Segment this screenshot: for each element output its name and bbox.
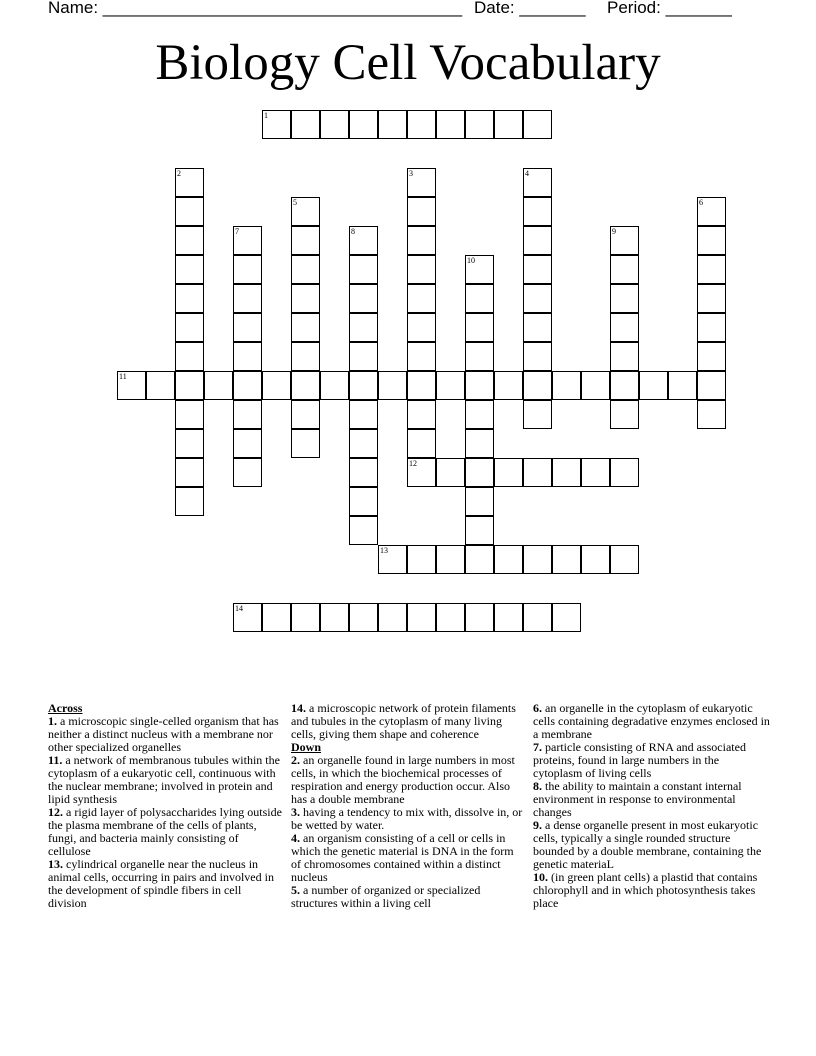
crossword-cell[interactable] bbox=[610, 255, 639, 284]
clue-text: particle consisting of RNA and associated proteins, found in large numbers in the cytoplasm of living cells bbox=[533, 740, 746, 780]
clue-number: 6. bbox=[533, 701, 542, 715]
clue-text: a microscopic single-celled organism that has neither a distinct nucleus with a membrane nor other specialized organelles bbox=[48, 714, 279, 754]
crossword-cell[interactable] bbox=[465, 603, 494, 632]
crossword-cell[interactable] bbox=[320, 603, 349, 632]
crossword-cell[interactable] bbox=[291, 342, 320, 371]
clue-number: 7. bbox=[533, 740, 542, 754]
clue-number: 8. bbox=[533, 779, 542, 793]
crossword-cell[interactable] bbox=[117, 371, 146, 400]
crossword-cell[interactable] bbox=[407, 255, 436, 284]
crossword-cell[interactable] bbox=[175, 487, 204, 516]
clue-down-10 bbox=[533, 871, 771, 910]
crossword-cell[interactable] bbox=[697, 400, 726, 429]
crossword-cell[interactable] bbox=[233, 284, 262, 313]
cell-clue-number: 2 bbox=[177, 169, 181, 178]
crossword-cell[interactable] bbox=[233, 371, 262, 400]
crossword-cell[interactable] bbox=[349, 516, 378, 545]
crossword-cell[interactable] bbox=[523, 458, 552, 487]
clue-number: 11. bbox=[48, 753, 63, 767]
clue-down-9 bbox=[533, 819, 771, 871]
crossword-cell[interactable] bbox=[697, 255, 726, 284]
crossword-cell[interactable] bbox=[494, 545, 523, 574]
crossword-cell[interactable] bbox=[291, 400, 320, 429]
crossword-cell[interactable] bbox=[610, 400, 639, 429]
clue-across-1 bbox=[48, 715, 282, 754]
clue-text: a number of organized or specialized structures within a living cell bbox=[291, 883, 481, 910]
crossword-cell[interactable] bbox=[610, 226, 639, 255]
crossword-cell[interactable] bbox=[407, 313, 436, 342]
clue-number: 12. bbox=[48, 805, 63, 819]
clue-across-12 bbox=[48, 806, 282, 858]
crossword-cell[interactable] bbox=[407, 168, 436, 197]
crossword-cell[interactable] bbox=[378, 603, 407, 632]
crossword-cell[interactable] bbox=[204, 371, 233, 400]
crossword-cell[interactable] bbox=[291, 371, 320, 400]
cell-clue-number: 11 bbox=[119, 372, 127, 381]
cell-clue-number: 10 bbox=[467, 256, 475, 265]
crossword-cell[interactable] bbox=[349, 284, 378, 313]
clue-text: a rigid layer of polysaccharides lying outside the plasma membrane of the cells of plants, fungi, and bacteria mainly consisting of cellulose bbox=[48, 805, 282, 858]
crossword-cell[interactable] bbox=[552, 371, 581, 400]
clue-down-3 bbox=[291, 806, 525, 832]
crossword-cell[interactable] bbox=[291, 110, 320, 139]
crossword-cell[interactable] bbox=[175, 458, 204, 487]
crossword-cell[interactable] bbox=[465, 342, 494, 371]
crossword-cell[interactable] bbox=[233, 255, 262, 284]
crossword-cell[interactable] bbox=[494, 458, 523, 487]
crossword-cell[interactable] bbox=[291, 313, 320, 342]
crossword-cell[interactable] bbox=[349, 400, 378, 429]
crossword-cell[interactable] bbox=[262, 110, 291, 139]
crossword-cell[interactable] bbox=[349, 487, 378, 516]
clue-number: 13. bbox=[48, 857, 63, 871]
crossword-cell[interactable] bbox=[523, 400, 552, 429]
crossword-cell[interactable] bbox=[465, 400, 494, 429]
crossword-cell[interactable] bbox=[465, 429, 494, 458]
crossword-cell[interactable] bbox=[175, 371, 204, 400]
crossword-cell[interactable] bbox=[465, 487, 494, 516]
cell-clue-number: 12 bbox=[409, 459, 417, 468]
crossword-cell[interactable] bbox=[465, 255, 494, 284]
clue-text: having a tendency to mix with, dissolve in, or be wetted by water. bbox=[291, 805, 523, 832]
crossword-cell[interactable] bbox=[233, 400, 262, 429]
cell-clue-number: 6 bbox=[699, 198, 703, 207]
crossword-cell[interactable] bbox=[523, 284, 552, 313]
crossword-cell[interactable] bbox=[175, 313, 204, 342]
crossword-cell[interactable] bbox=[465, 458, 494, 487]
crossword-cell[interactable] bbox=[233, 342, 262, 371]
crossword-cell[interactable] bbox=[407, 545, 436, 574]
clue-down-6 bbox=[533, 702, 771, 741]
clue-across-11 bbox=[48, 754, 282, 806]
crossword-cell[interactable] bbox=[146, 371, 175, 400]
name-field[interactable]: Name: ______________________________________ bbox=[48, 0, 463, 17]
clue-text: an organelle found in large numbers in most cells, in which the biochemical processes of respiration and energy production occur. Also has a double membrane bbox=[291, 753, 515, 806]
crossword-cell[interactable] bbox=[610, 458, 639, 487]
clue-text: a network of membranous tubules within the cytoplasm of a eukaryotic cell, continuous with the nuclear membrane; involved in protein and lipid synthesis bbox=[48, 753, 280, 806]
cell-clue-number: 13 bbox=[380, 546, 388, 555]
crossword-cell[interactable] bbox=[697, 226, 726, 255]
clues-column-2 bbox=[291, 702, 525, 910]
crossword-cell[interactable] bbox=[407, 197, 436, 226]
clue-down-5 bbox=[291, 884, 525, 910]
page-title: Biology Cell Vocabulary bbox=[155, 35, 661, 91]
clue-text: a microscopic network of protein filaments and tubules in the cytoplasm of many living cells, giving them shape and coherence bbox=[291, 701, 516, 741]
crossword-cell[interactable] bbox=[581, 545, 610, 574]
cell-clue-number: 1 bbox=[264, 111, 268, 120]
down-heading: Down bbox=[291, 740, 322, 754]
clue-across-14 bbox=[291, 702, 525, 741]
crossword-cell[interactable] bbox=[697, 284, 726, 313]
crossword-cell[interactable] bbox=[407, 603, 436, 632]
crossword-cell[interactable] bbox=[349, 255, 378, 284]
crossword-cell[interactable] bbox=[175, 342, 204, 371]
clue-number: 2. bbox=[291, 753, 300, 767]
across-heading: Across bbox=[48, 701, 83, 715]
crossword-cell[interactable] bbox=[320, 110, 349, 139]
crossword-cell[interactable] bbox=[494, 603, 523, 632]
crossword-cell[interactable] bbox=[581, 371, 610, 400]
clue-down-2 bbox=[291, 754, 525, 806]
crossword-cell[interactable] bbox=[291, 603, 320, 632]
crossword-cell[interactable] bbox=[465, 545, 494, 574]
crossword-cell[interactable] bbox=[436, 110, 465, 139]
crossword-cell[interactable] bbox=[697, 342, 726, 371]
clue-text: (in green plant cells) a plastid that contains chlorophyll and in which photosynthesis takes place bbox=[533, 870, 758, 910]
clue-text: a dense organelle present in most eukaryotic cells, typically a single rounded structure bounded by a double membrane, containing the genetic materiaL bbox=[533, 818, 762, 871]
clue-text: the ability to maintain a constant internal environment in response to environmental changes bbox=[533, 779, 742, 819]
clue-text: an organism consisting of a cell or cells in which the genetic material is DNA in the form of chromosomes contained within a distinct nucleus bbox=[291, 831, 514, 884]
clue-number: 9. bbox=[533, 818, 542, 832]
cell-clue-number: 4 bbox=[525, 169, 529, 178]
crossword-cell[interactable] bbox=[233, 429, 262, 458]
crossword-cell[interactable] bbox=[175, 400, 204, 429]
crossword-cell[interactable] bbox=[407, 429, 436, 458]
clue-number: 5. bbox=[291, 883, 300, 897]
crossword-cell[interactable] bbox=[436, 371, 465, 400]
clue-down-4 bbox=[291, 832, 525, 884]
cell-clue-number: 3 bbox=[409, 169, 413, 178]
crossword-cell[interactable] bbox=[523, 342, 552, 371]
crossword-cell[interactable] bbox=[523, 545, 552, 574]
clue-number: 10. bbox=[533, 870, 548, 884]
crossword-cell[interactable] bbox=[233, 313, 262, 342]
crossword-cell[interactable] bbox=[378, 110, 407, 139]
clue-down-8 bbox=[533, 780, 771, 819]
crossword-cell[interactable] bbox=[523, 603, 552, 632]
crossword-cell[interactable] bbox=[523, 226, 552, 255]
crossword-cell[interactable] bbox=[349, 313, 378, 342]
crossword-cell[interactable] bbox=[407, 284, 436, 313]
clue-across-13 bbox=[48, 858, 282, 910]
crossword-cell[interactable] bbox=[581, 458, 610, 487]
crossword-cell[interactable] bbox=[262, 603, 291, 632]
crossword-cell[interactable] bbox=[291, 255, 320, 284]
crossword-cell[interactable] bbox=[494, 110, 523, 139]
crossword-cell[interactable] bbox=[552, 545, 581, 574]
crossword-cell[interactable] bbox=[610, 545, 639, 574]
clue-down-7 bbox=[533, 741, 771, 780]
crossword-cell[interactable] bbox=[610, 313, 639, 342]
date-field[interactable]: Date: _______ bbox=[474, 0, 586, 17]
clue-number: 3. bbox=[291, 805, 300, 819]
clue-number: 4. bbox=[291, 831, 300, 845]
period-field[interactable]: Period: _______ bbox=[607, 0, 732, 17]
clue-number: 14. bbox=[291, 701, 306, 715]
cell-clue-number: 7 bbox=[235, 227, 239, 236]
crossword-cell[interactable] bbox=[349, 110, 378, 139]
crossword-cell[interactable] bbox=[175, 197, 204, 226]
cell-clue-number: 5 bbox=[293, 198, 297, 207]
cell-clue-number: 14 bbox=[235, 604, 243, 613]
crossword-cell[interactable] bbox=[349, 371, 378, 400]
crossword-cell[interactable] bbox=[407, 226, 436, 255]
crossword-cell[interactable] bbox=[465, 371, 494, 400]
crossword-cell[interactable] bbox=[349, 429, 378, 458]
crossword-cell[interactable] bbox=[494, 371, 523, 400]
crossword-cell[interactable] bbox=[552, 603, 581, 632]
crossword-cell[interactable] bbox=[291, 197, 320, 226]
crossword-cell[interactable] bbox=[523, 371, 552, 400]
crossword-cell[interactable] bbox=[291, 429, 320, 458]
crossword-cell[interactable] bbox=[610, 371, 639, 400]
crossword-cell[interactable] bbox=[639, 371, 668, 400]
crossword-cell[interactable] bbox=[610, 284, 639, 313]
crossword-cell[interactable] bbox=[349, 458, 378, 487]
crossword-cell[interactable] bbox=[523, 313, 552, 342]
crossword-cell[interactable] bbox=[523, 255, 552, 284]
clue-text: an organelle in the cytoplasm of eukaryotic cells containing degradative enzymes enclosed in a membrane bbox=[533, 701, 770, 741]
crossword-cell[interactable] bbox=[175, 226, 204, 255]
crossword-cell[interactable] bbox=[465, 516, 494, 545]
crossword-cell[interactable] bbox=[349, 603, 378, 632]
crossword-cell[interactable] bbox=[610, 342, 639, 371]
crossword-cell[interactable] bbox=[320, 371, 349, 400]
crossword-cell[interactable] bbox=[465, 313, 494, 342]
crossword-cell[interactable] bbox=[407, 342, 436, 371]
crossword-cell[interactable] bbox=[175, 255, 204, 284]
clue-text: cylindrical organelle near the nucleus in animal cells, occurring in pairs and involved in the development of spindle fibers in cell division bbox=[48, 857, 274, 910]
crossword-cell[interactable] bbox=[436, 458, 465, 487]
crossword-cell[interactable] bbox=[552, 458, 581, 487]
crossword-cell[interactable] bbox=[436, 603, 465, 632]
crossword-cell[interactable] bbox=[407, 110, 436, 139]
crossword-cell[interactable] bbox=[378, 545, 407, 574]
crossword-cell[interactable] bbox=[378, 371, 407, 400]
crossword-cell[interactable] bbox=[697, 197, 726, 226]
crossword-cell[interactable] bbox=[436, 545, 465, 574]
crossword-cell[interactable] bbox=[233, 603, 262, 632]
crossword-cell[interactable] bbox=[697, 313, 726, 342]
cell-clue-number: 9 bbox=[612, 227, 616, 236]
crossword-cell[interactable] bbox=[407, 458, 436, 487]
crossword-cell[interactable] bbox=[175, 168, 204, 197]
crossword-cell[interactable] bbox=[175, 284, 204, 313]
clues-column-3 bbox=[533, 702, 771, 910]
clues-column-1 bbox=[48, 702, 282, 910]
cell-clue-number: 8 bbox=[351, 227, 355, 236]
crossword-cell[interactable] bbox=[407, 400, 436, 429]
crossword-cell[interactable] bbox=[291, 226, 320, 255]
crossword-cell[interactable] bbox=[291, 284, 320, 313]
crossword-cell[interactable] bbox=[349, 226, 378, 255]
crossword-cell[interactable] bbox=[465, 284, 494, 313]
crossword-cell[interactable] bbox=[523, 197, 552, 226]
crossword-cell[interactable] bbox=[407, 371, 436, 400]
crossword-cell[interactable] bbox=[349, 342, 378, 371]
crossword-cell[interactable] bbox=[175, 429, 204, 458]
crossword-cell[interactable] bbox=[697, 371, 726, 400]
crossword-cell[interactable] bbox=[523, 168, 552, 197]
crossword-cell[interactable] bbox=[233, 226, 262, 255]
crossword-cell[interactable] bbox=[262, 371, 291, 400]
crossword-cell[interactable] bbox=[523, 110, 552, 139]
crossword-cell[interactable] bbox=[668, 371, 697, 400]
crossword-cell[interactable] bbox=[233, 458, 262, 487]
clue-number: 1. bbox=[48, 714, 57, 728]
crossword-cell[interactable] bbox=[465, 110, 494, 139]
